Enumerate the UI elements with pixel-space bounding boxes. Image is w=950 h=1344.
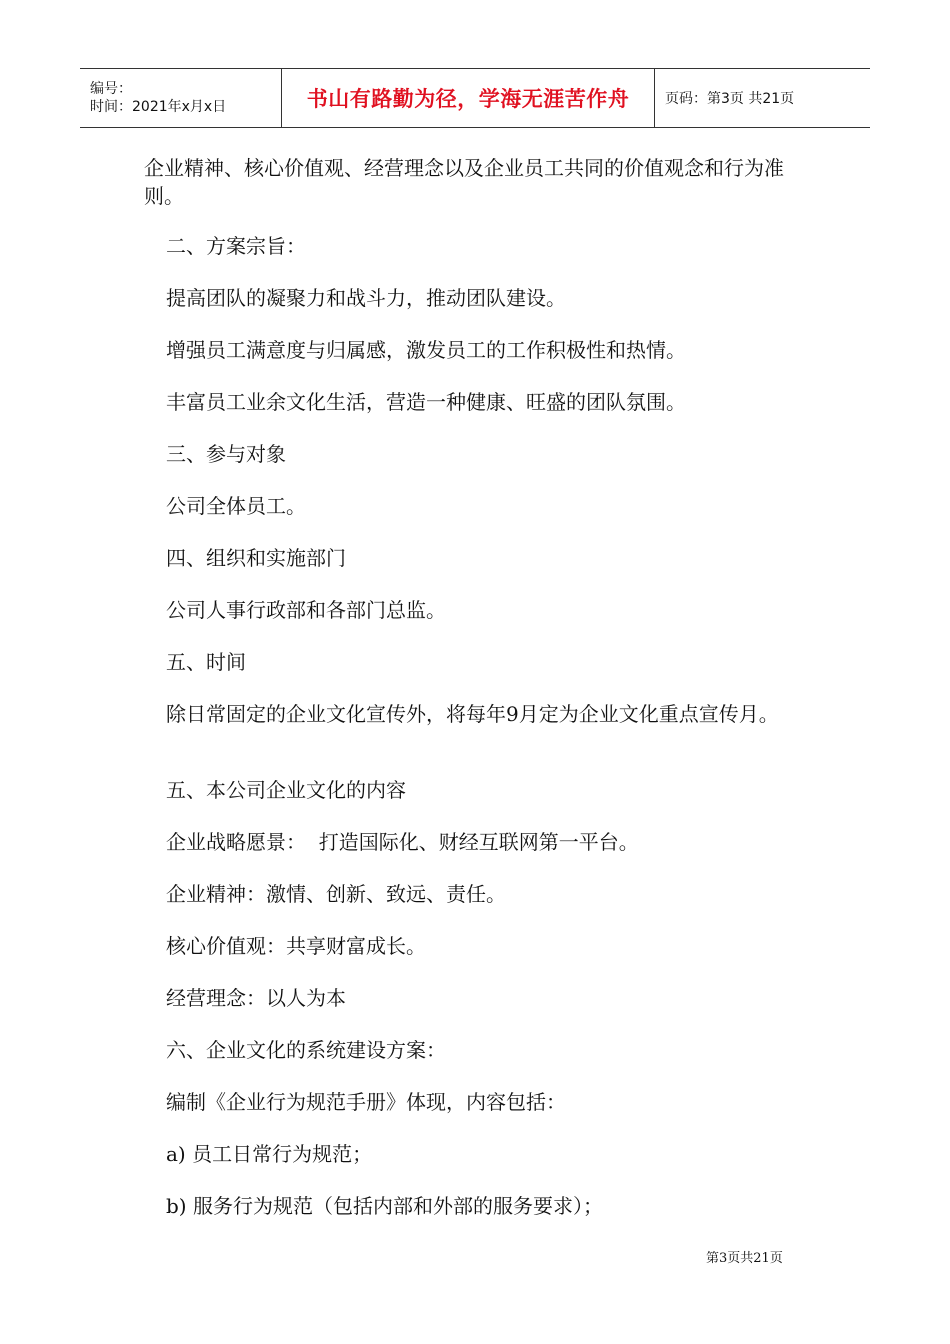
paragraph-culture-definition: 企业精神、核心价值观、经营理念以及企业员工共同的价值观念和行为准则。 — [144, 156, 784, 208]
paragraph-spirit: 企业精神：激情、创新、致远、责任。 — [166, 882, 506, 906]
section-heading-participants: 三、参与对象 — [166, 442, 286, 466]
section-heading-content: 五、本公司企业文化的内容 — [166, 778, 406, 802]
section-heading-purpose: 二、方案宗旨： — [166, 234, 306, 258]
section-heading-system: 六、企业文化的系统建设方案： — [166, 1038, 446, 1062]
list-item-a: a) 员工日常行为规范； — [166, 1142, 373, 1166]
paragraph-time: 除日常固定的企业文化宣传外，将每年9月定为企业文化重点宣传月。 — [166, 702, 779, 726]
header-motto: 书山有路勤为径，学海无涯苦作舟 — [306, 87, 630, 111]
paragraph-vision: 企业战略愿景： 打造国际化、财经互联网第一平台。 — [166, 830, 639, 854]
paragraph-purpose-3: 丰富员工业余文化生活，营造一种健康、旺盛的团队氛围。 — [166, 390, 686, 414]
document-number-label: 编号： — [90, 81, 132, 97]
section-heading-organizers: 四、组织和实施部门 — [166, 546, 346, 570]
header-page-number: 页码：第3页 共21页 — [665, 91, 795, 107]
paragraph-philosophy: 经营理念：以人为本 — [166, 986, 346, 1010]
paragraph-participants: 公司全体员工。 — [166, 494, 306, 518]
header-motto-cell — [282, 69, 655, 127]
paragraph-purpose-1: 提高团队的凝聚力和战斗力，推动团队建设。 — [166, 286, 566, 310]
page-footer-number: 第3页共21页 — [706, 1251, 783, 1266]
header-page-cell — [655, 69, 870, 127]
page-header — [80, 68, 870, 128]
header-meta-cell — [80, 69, 282, 127]
section-heading-time: 五、时间 — [166, 650, 246, 674]
list-item-b: b) 服务行为规范（包括内部和外部的服务要求）； — [166, 1194, 603, 1218]
document-time-label: 时间：2021年x月x日 — [90, 99, 227, 115]
paragraph-handbook: 编制《企业行为规范手册》体现，内容包括： — [166, 1090, 566, 1114]
paragraph-purpose-2: 增强员工满意度与归属感，激发员工的工作积极性和热情。 — [166, 338, 686, 362]
paragraph-organizers: 公司人事行政部和各部门总监。 — [166, 598, 446, 622]
paragraph-core-values: 核心价值观：共享财富成长。 — [166, 934, 426, 958]
